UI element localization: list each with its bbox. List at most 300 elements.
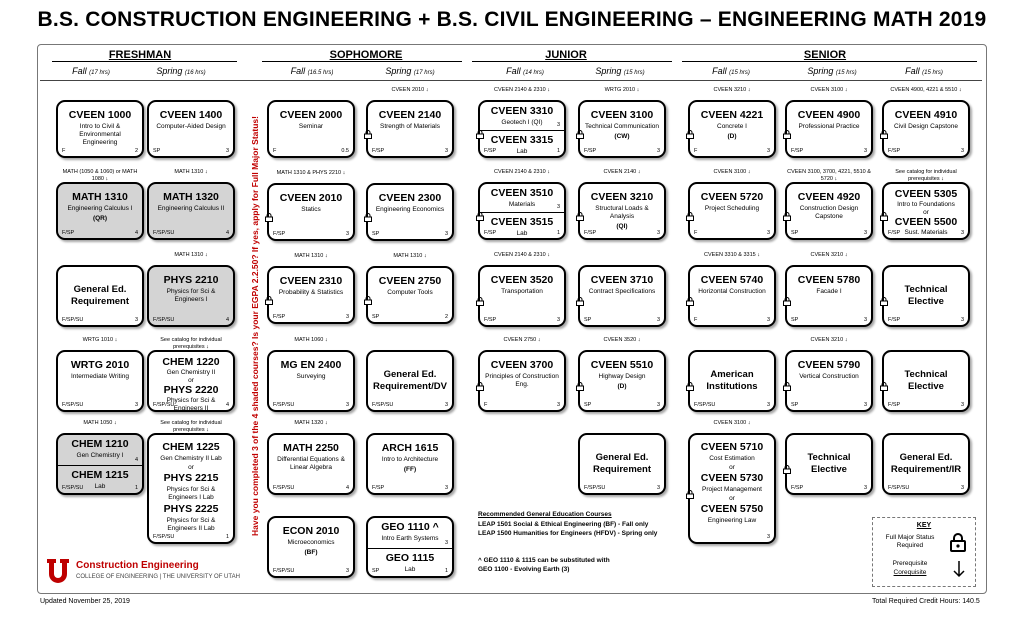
course-code: CVEEN 5720	[700, 191, 764, 203]
key-full-major: Full Major Status Required	[885, 534, 935, 549]
lock-icon	[576, 208, 584, 217]
updated-date: Updated November 25, 2019	[40, 598, 130, 605]
credit-hours: 3	[960, 485, 964, 491]
lock-icon	[783, 293, 791, 302]
course-card-cveen2010	[267, 183, 355, 241]
course-name: Geotech I (QI)	[501, 119, 543, 126]
course-code: CHEM 1220	[162, 356, 220, 368]
course-name: Engineering Law	[707, 517, 757, 524]
course-card-amer	[688, 350, 776, 412]
lock-icon	[949, 532, 967, 552]
legend-key	[872, 517, 976, 587]
lock-icon	[686, 126, 694, 135]
lock-icon	[686, 486, 694, 495]
course-tag: (QI)	[616, 223, 628, 230]
prereq-note: MATH (1050 & 1060) or MATH 1080 ↓	[62, 169, 138, 182]
course-code: CVEEN 2750	[378, 275, 442, 287]
course-card-chem1220	[147, 350, 235, 412]
credit-hours: 3	[960, 230, 964, 236]
course-label: General Ed. Requirement/DV	[373, 369, 447, 392]
course-code: CVEEN 5510	[590, 359, 654, 371]
prereq-note: CVEEN 3520 ↓	[603, 337, 641, 343]
credit-hours: 3	[345, 314, 349, 320]
prereq-note: MATH 1310 ↓	[174, 252, 208, 258]
course-name: Highway Design	[598, 373, 646, 380]
course-code: CVEEN 1000	[68, 109, 132, 121]
course-card-gened_ir	[882, 433, 970, 495]
course-name: Cost Estimation	[709, 455, 755, 462]
course-card-wrtg2010	[56, 350, 144, 412]
year-junior: JUNIOR	[545, 49, 587, 61]
course-name: Lab	[516, 148, 528, 155]
term-header: Fall (16.5 hrs)	[290, 66, 334, 76]
prereq-note: MATH 1310 ↓	[174, 169, 208, 175]
term-header: Spring (17 hrs)	[385, 66, 435, 76]
course-card-cveen1400	[147, 100, 235, 158]
prereq-note: CVEEN 2140 & 2310 ↓	[494, 87, 550, 93]
course-card-econ2010	[267, 516, 355, 578]
full-major-status-note: Have you completed 3 of the 4 shaded courses? Is your EGPA 2.2.50? If yes, apply for Full Major Status!	[250, 116, 260, 536]
credit-hours: 3	[960, 148, 964, 154]
course-name: Gen Chemistry II	[166, 369, 216, 376]
course-code: CVEEN 4910	[894, 109, 958, 121]
course-name: Concrete I	[717, 123, 747, 130]
prereq-note: WRTG 1010 ↓	[82, 337, 118, 343]
lock-icon	[686, 208, 694, 217]
term-offered: F/SP/SU	[62, 485, 84, 491]
credit-hours: 3	[345, 568, 349, 574]
course-card-cveen4910	[882, 100, 970, 158]
course-card-cveen3310	[478, 100, 566, 158]
course-label: American Institutions	[706, 369, 758, 392]
course-name: Physics for Sci & Engineers I Lab	[166, 486, 216, 501]
lock-icon	[476, 126, 484, 135]
credit-hours: 4	[225, 317, 229, 323]
course-name: Project Management	[702, 486, 762, 493]
prereq-note: See catalog for individual prerequisites ↓	[160, 337, 222, 350]
credit-hours: 4	[225, 402, 229, 408]
course-name: Intro to Foundations	[897, 201, 955, 208]
gened-note: ^ GEO 1110 & 1115 can be substituted with	[478, 557, 610, 564]
prereq-note: WRTG 2010 ↓	[604, 87, 640, 93]
course-name: Engineering Calculus II	[157, 205, 225, 212]
course-label: General Ed. Requirement	[592, 452, 652, 475]
course-code: CVEEN 2000	[279, 109, 343, 121]
lock-icon	[880, 208, 888, 217]
course-card-cveen5305	[882, 182, 970, 240]
course-code: CVEEN 4920	[797, 191, 861, 203]
term-offered: F	[62, 148, 66, 154]
course-card-cveen3710	[578, 265, 666, 327]
course-code: CVEEN 3100	[590, 109, 654, 121]
term-offered: SP	[372, 314, 380, 320]
credit-hours: 3	[556, 122, 560, 128]
course-code: CVEEN 5500	[894, 216, 958, 228]
gened-note: LEAP 1501 Social & Ethical Engineering (BF) - Fall only	[478, 521, 649, 528]
page-title: B.S. CONSTRUCTION ENGINEERING + B.S. CIVIL ENGINEERING – ENGINEERING MATH 2019	[37, 8, 987, 31]
card-divider	[58, 465, 142, 466]
term-offered: SP	[584, 402, 592, 408]
course-code: CVEEN 3310	[490, 105, 554, 117]
lock-icon	[576, 126, 584, 135]
credit-hours: 4	[345, 485, 349, 491]
course-card-cveen3510	[478, 182, 566, 240]
term-offered: F/SP/SU	[584, 485, 606, 491]
course-code: PHYS 2215	[163, 472, 219, 484]
course-name: Lab	[404, 566, 416, 573]
term-header: Spring (16 hrs)	[156, 66, 206, 76]
term-offered: F/SP/SU	[888, 485, 910, 491]
course-code: PHYS 2220	[163, 384, 219, 396]
course-card-gened_dv	[366, 350, 454, 412]
term-offered: F	[694, 230, 698, 236]
credit-hours: 3	[556, 317, 560, 323]
course-card-gened2	[578, 433, 666, 495]
course-card-tech1	[882, 265, 970, 327]
course-name: Lab	[94, 483, 106, 490]
term-offered: F/SP	[888, 230, 901, 236]
course-card-mgen2400	[267, 350, 355, 412]
course-name: Horizontal Construction	[698, 288, 766, 295]
course-name: Physics for Sci & Engineers II Lab	[166, 517, 216, 532]
credit-hours: 3	[766, 534, 770, 540]
term-offered: F/SP/SU	[273, 485, 295, 491]
university-logo	[46, 557, 246, 587]
prereq-note: CVEEN 2140 & 2310 ↓	[494, 169, 550, 175]
term-offered: F/SP	[484, 148, 497, 154]
credit-hours: 2	[134, 148, 138, 154]
term-offered: F/SP/SU	[62, 402, 84, 408]
course-card-cveen4920	[785, 182, 873, 240]
prereq-note: See catalog for individual prerequisites ↓	[895, 169, 957, 182]
course-name: Surveying	[296, 373, 326, 380]
credit-hours: 4	[134, 230, 138, 236]
or-label: or	[729, 495, 735, 502]
key-prerequisite: Prerequisite	[892, 560, 928, 567]
course-code: CVEEN 3710	[590, 274, 654, 286]
lock-icon	[880, 293, 888, 302]
course-card-cveen3210	[578, 182, 666, 240]
card-divider	[480, 212, 564, 213]
key-corequisite: Corequisite	[893, 569, 927, 576]
credit-hours: 3	[863, 148, 867, 154]
course-name: Intermediate Writing	[70, 373, 130, 380]
course-code: CVEEN 5305	[894, 188, 958, 200]
prereq-note: CVEEN 3210 ↓	[713, 87, 751, 93]
course-code: MATH 2250	[283, 442, 339, 454]
course-tag: (QR)	[92, 215, 108, 222]
course-tag: (CW)	[614, 133, 630, 140]
term-offered: F/SP/SU	[153, 402, 175, 408]
credit-hours: 3	[656, 230, 660, 236]
logo-subtitle: COLLEGE OF ENGINEERING | THE UNIVERSITY OF UTAH	[76, 574, 240, 580]
course-name: Technical Communication	[584, 123, 660, 130]
term-offered: F	[273, 148, 277, 154]
course-code: CVEEN 5780	[797, 274, 861, 286]
term-offered: F/SP	[62, 230, 75, 236]
credit-hours: 2	[444, 314, 448, 320]
course-card-cveen5720	[688, 182, 776, 240]
course-name: Materials	[508, 201, 536, 208]
term-offered: F	[484, 402, 488, 408]
course-name: Professional Practice	[798, 123, 860, 130]
lock-icon	[783, 461, 791, 470]
course-code: CVEEN 3210	[590, 191, 654, 203]
term-offered: F	[694, 317, 698, 323]
card-divider	[480, 130, 564, 131]
term-offered: F/SP/SU	[153, 534, 175, 540]
term-offered: F/SP	[484, 230, 497, 236]
term-offered: SP	[372, 231, 380, 237]
course-code: MATH 1320	[163, 191, 219, 203]
credit-hours: 3	[345, 402, 349, 408]
course-name: Principles of Construction Eng.	[485, 373, 559, 388]
lock-icon	[783, 208, 791, 217]
term-offered: F	[694, 148, 698, 154]
course-code: GEO 1110 ^	[381, 521, 439, 533]
credit-hours: 3	[766, 230, 770, 236]
course-name: Computer-Aided Design	[156, 123, 226, 130]
credit-hours: 1	[556, 148, 560, 154]
course-code: CVEEN 3520	[490, 274, 554, 286]
term-offered: F/SP	[791, 148, 804, 154]
course-name: Microeconomics	[287, 539, 335, 546]
course-name: Facade I	[816, 288, 842, 295]
credit-hours: 3	[444, 148, 448, 154]
course-card-cveen4900	[785, 100, 873, 158]
course-label: General Ed. Requirement	[70, 284, 130, 307]
course-code: PHYS 2225	[163, 503, 219, 515]
course-card-cveen2750	[366, 266, 454, 324]
course-code: MG EN 2400	[280, 359, 342, 371]
course-name: Civil Design Capstone	[894, 123, 958, 130]
term-offered: F/SP/SU	[62, 317, 84, 323]
lock-icon	[880, 378, 888, 387]
year-sophomore: SOPHOMORE	[329, 49, 403, 61]
term-offered: F/SP	[888, 148, 901, 154]
credit-hours: 3	[863, 402, 867, 408]
course-code: CVEEN 2140	[378, 109, 442, 121]
lock-icon	[364, 209, 372, 218]
lock-icon	[880, 126, 888, 135]
credit-hours: 3	[656, 402, 660, 408]
card-divider	[368, 548, 452, 549]
course-name: Transportation	[501, 288, 543, 295]
course-name: Intro to Architecture	[381, 456, 439, 463]
credit-hours: 3	[444, 231, 448, 237]
term-offered: SP	[372, 568, 380, 574]
course-name: Vertical Construction	[799, 373, 859, 380]
course-card-cveen5510	[578, 350, 666, 412]
course-code: CVEEN 3510	[490, 187, 554, 199]
course-card-cveen2000	[267, 100, 355, 158]
course-code: CHEM 1225	[162, 441, 220, 453]
course-card-tech3	[785, 433, 873, 495]
course-name: Contract Specifications	[588, 288, 656, 295]
course-name: Physics for Sci & Engineers II	[166, 397, 216, 412]
course-name: Probability & Statistics	[278, 289, 344, 296]
course-code: CVEEN 3315	[490, 134, 554, 146]
course-card-cveen3100	[578, 100, 666, 158]
course-code: CVEEN 1400	[159, 109, 223, 121]
course-name: Intro Earth Systems	[381, 535, 439, 542]
prereq-note: MATH 1050 ↓	[83, 420, 117, 426]
course-tag: (BF)	[304, 549, 318, 556]
course-name: Computer Tools	[387, 289, 433, 296]
lock-icon	[686, 378, 694, 387]
course-label: General Ed. Requirement/IR	[890, 452, 962, 475]
prereq-note: CVEEN 3100 ↓	[810, 87, 848, 93]
total-credit-hours: Total Required Credit Hours: 140.5	[872, 598, 980, 605]
course-code: ECON 2010	[282, 525, 340, 537]
term-header: Fall (14 hrs)	[506, 66, 544, 76]
course-name: Project Scheduling	[704, 205, 760, 212]
course-name: Seminar	[298, 123, 324, 130]
term-header: Spring (15 hrs)	[807, 66, 857, 76]
lock-icon	[576, 293, 584, 302]
credit-hours: 3	[863, 485, 867, 491]
course-code: PHYS 2210	[163, 274, 219, 286]
prereq-note: CVEEN 2010 ↓	[391, 87, 429, 93]
logo-title: Construction Engineering	[76, 560, 199, 571]
credit-hours: 3	[556, 204, 560, 210]
prereq-note: CVEEN 3210 ↓	[810, 337, 848, 343]
term-header: Fall (17 hrs)	[72, 66, 110, 76]
lock-icon	[364, 126, 372, 135]
term-offered: F/SP/SU	[273, 402, 295, 408]
course-label: Technical Elective	[904, 284, 948, 307]
or-label: or	[923, 209, 929, 216]
prereq-note: MATH 1310 ↓	[393, 253, 427, 259]
credit-hours: 1	[556, 230, 560, 236]
course-name: Statics	[301, 206, 321, 213]
course-code: CVEEN 2010	[279, 192, 343, 204]
course-name: Sust. Materials	[904, 229, 948, 236]
course-card-cveen3520	[478, 265, 566, 327]
prereq-note: CVEEN 2140 ↓	[603, 169, 641, 175]
gened-note: GEO 1100 - Evolving Earth (3)	[478, 566, 570, 573]
term-offered: F/SP	[584, 148, 597, 154]
credit-hours: 3	[766, 148, 770, 154]
term-offered: F/SP/SU	[273, 568, 295, 574]
u-logo-icon	[46, 558, 70, 584]
lock-icon	[476, 293, 484, 302]
credit-hours: 3	[225, 148, 229, 154]
course-name: Lab	[516, 230, 528, 237]
course-code: CVEEN 5740	[700, 274, 764, 286]
course-card-cveen5790	[785, 350, 873, 412]
course-code: CVEEN 3700	[490, 359, 554, 371]
course-tag: (D)	[617, 383, 627, 390]
course-card-tech2	[882, 350, 970, 412]
arrow-down-icon	[953, 560, 965, 578]
credit-hours: 3	[656, 485, 660, 491]
course-code: CVEEN 4900	[797, 109, 861, 121]
course-name: Engineering Calculus I	[67, 205, 133, 212]
course-card-cveen4221	[688, 100, 776, 158]
course-card-geo1110	[366, 516, 454, 578]
course-card-cveen5740	[688, 265, 776, 327]
course-card-chem1225	[147, 433, 235, 544]
year-underline	[682, 61, 977, 62]
term-offered: SP	[584, 317, 592, 323]
prereq-note: MATH 1310 & PHYS 2210 ↓	[276, 170, 346, 176]
prereq-note: CVEEN 2750 ↓	[503, 337, 541, 343]
credit-hours: 3	[960, 402, 964, 408]
lock-icon	[783, 126, 791, 135]
term-offered: F/SP/SU	[694, 402, 716, 408]
term-offered: F/SP	[888, 402, 901, 408]
prereq-note: MATH 1320 ↓	[294, 420, 328, 426]
credit-hours: 1	[444, 568, 448, 574]
term-offered: F/SP	[791, 485, 804, 491]
term-offered: F/SP	[584, 230, 597, 236]
or-label: or	[188, 464, 194, 471]
course-code: CHEM 1210	[71, 438, 129, 450]
course-card-cveen3700	[478, 350, 566, 412]
course-code: CVEEN 5750	[700, 503, 764, 515]
or-label: or	[729, 464, 735, 471]
lock-icon	[783, 378, 791, 387]
course-name: Intro to Civil & Environmental Engineering	[79, 123, 121, 146]
credit-hours: 3	[444, 540, 448, 546]
course-code: CHEM 1215	[71, 469, 129, 481]
term-offered: SP	[791, 402, 799, 408]
prereq-note: CVEEN 3100, 3700, 4221, 5510 & 5720 ↓	[787, 169, 871, 182]
term-offered: F/SP	[888, 317, 901, 323]
prereq-note: CVEEN 3310 & 3315 ↓	[704, 252, 760, 258]
term-offered: F/SP/SU	[153, 317, 175, 323]
course-name: Gen Chemistry II Lab	[160, 455, 222, 462]
course-code: CVEEN 3515	[490, 216, 554, 228]
course-card-math2250	[267, 433, 355, 495]
lock-icon	[476, 378, 484, 387]
credit-hours: 3	[556, 402, 560, 408]
term-offered: F/SP/SU	[372, 402, 394, 408]
course-label: Technical Elective	[904, 369, 948, 392]
gened-note: LEAP 1500 Humanities for Engineers (HFDV) - Spring only	[478, 530, 658, 537]
lock-icon	[265, 292, 273, 301]
term-header: Fall (15 hrs)	[905, 66, 943, 76]
term-offered: SP	[791, 230, 799, 236]
credit-hours: 3	[863, 230, 867, 236]
credit-hours: 0.5	[341, 148, 349, 154]
course-code: CVEEN 4221	[700, 109, 764, 121]
course-code: GEO 1115	[385, 552, 435, 564]
term-header: Spring (15 hrs)	[595, 66, 645, 76]
prereq-note: CVEEN 3100 ↓	[713, 420, 751, 426]
term-offered: F/SP	[273, 231, 286, 237]
term-offered: F/SP/SU	[153, 230, 175, 236]
credit-hours: 1	[225, 534, 229, 540]
course-name: Construction Design Capstone	[799, 205, 859, 220]
course-card-cveen5710	[688, 433, 776, 544]
prereq-note: CVEEN 4900, 4221 & 5510 ↓	[890, 87, 962, 93]
lock-icon	[476, 208, 484, 217]
year-underline	[472, 61, 672, 62]
term-offered: F/SP	[372, 148, 385, 154]
course-card-gened1	[56, 265, 144, 327]
course-code: CVEEN 5790	[797, 359, 861, 371]
year-senior: SENIOR	[803, 49, 847, 61]
credit-hours: 3	[656, 148, 660, 154]
credit-hours: 3	[444, 485, 448, 491]
lock-icon	[364, 292, 372, 301]
year-underline	[52, 61, 237, 62]
header-divider	[40, 80, 982, 81]
course-code: MATH 1310	[72, 191, 128, 203]
gened-heading: Recommended General Education Courses	[478, 511, 612, 518]
